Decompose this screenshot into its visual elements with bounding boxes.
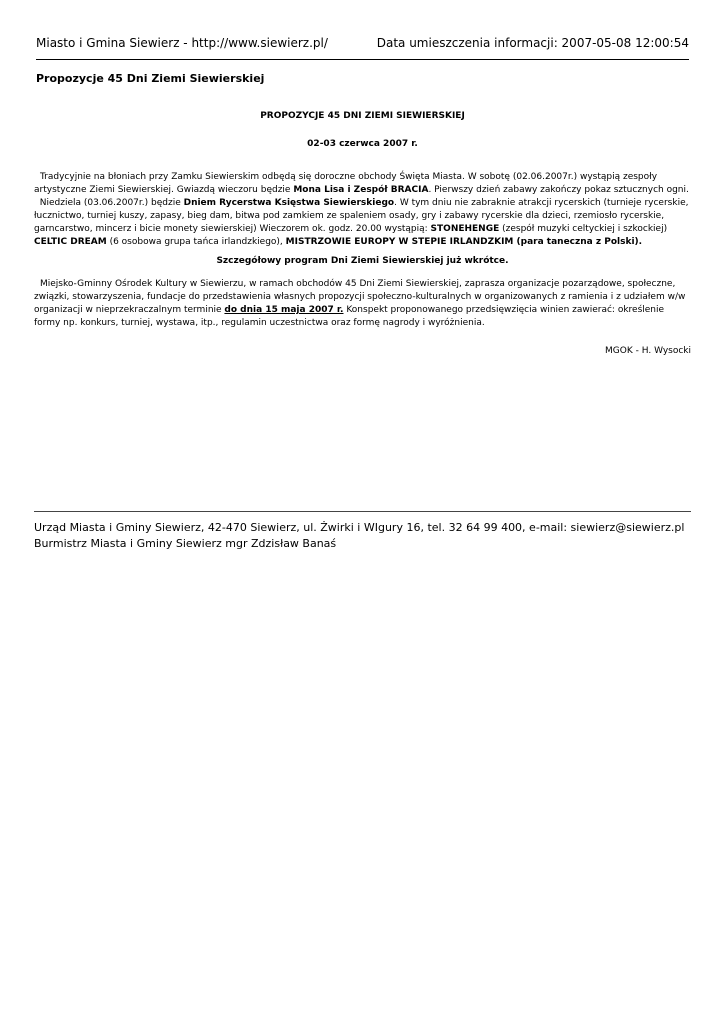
p1-bold-4: CELTIC DREAM — [34, 237, 107, 247]
p1-text-4: . W tym dniu nie zabraknie atrakcji rycerskich (turnieje rycerskie, łucznictwo, turniej kuszy, zapasy, bieg dam, bitwa pod zamkiem ze spaleniem osady, gry i zabawy rycerskie dla dzieci, rzemiosło rycerskie, garncarstwo, mincerz i bicie monety siewierskiej) Wieczorem ok. godz. 20.00 wystąpią: — [34, 198, 689, 234]
p1-text-5: (zespół muzyki celtyckiej i szkockiej) — [499, 224, 668, 234]
paragraph-2 — [34, 278, 691, 330]
author-signature: MGOK - H. Wysocki — [605, 346, 691, 356]
publish-date: Data umieszczenia informacji: 2007-05-08 12:00:54 — [376, 36, 689, 50]
p1-bold-2: Dniem Rycerstwa Księstwa Siewierskiego — [183, 198, 395, 208]
article-title: PROPOZYCJE 45 DNI ZIEMI SIEWIERSKIEJ — [260, 111, 465, 121]
article-date: 02-03 czerwca 2007 r. — [307, 139, 418, 149]
p1-bold-1: Mona Lisa i Zespół BRACIA — [293, 185, 429, 195]
p1-bold-3: STONEHENGE — [430, 224, 500, 234]
page-header — [36, 36, 689, 50]
footer-divider — [34, 511, 691, 512]
p2-text-2: Konspekt proponowanego przedsięwzięcia winien zawierać: określenie formy np. konkurs, turniej, wystawa, itp., regulamin uczestnictwa oraz formę nagrody i wyróżnienia. — [34, 305, 665, 328]
p2-text-1: Miejsko-Gminny Ośrodek Kultury w Siewierzu, w ramach obchodów 45 Dni Ziemi Siewierskiej, zaprasza organizacje pozarządowe, społeczne, związki, stowarzyszenia, fundacje do przedstawienia własnych propozycji społeczno-kulturalnych w organizowanych z ramienia i z udziałem w/w organizacji w nieprzekraczalnym terminie — [34, 279, 686, 315]
header-divider — [36, 59, 689, 60]
footer-address: Urząd Miasta i Gminy Siewierz, 42-470 Siewierz, ul. Żwirki i WIgury 16, tel. 32 64 99 400, e-mail: siewierz@siewierz.pl — [34, 521, 685, 534]
deadline-date: do dnia 15 maja 2007 r. — [224, 305, 344, 315]
page-title: Propozycje 45 Dni Ziemi Siewierskiej — [36, 72, 265, 85]
p1-bold-5: MISTRZOWIE EUROPY W STEPIE IRLANDZKIM (para taneczna z Polski). — [285, 237, 643, 247]
p1-text-2: . Pierwszy dzień zabawy zakończy pokaz sztucznych ogni. — [428, 185, 689, 195]
paragraph-1 — [34, 171, 691, 249]
footer-mayor: Burmistrz Miasta i Gminy Siewierz mgr Zdzisław Banaś — [34, 537, 337, 550]
p1-text-3: Niedziela (03.06.2007r.) będzie — [39, 198, 184, 208]
p1-text-1: Tradycyjnie na błoniach przy Zamku Siewierskim odbędą się doroczne obchody Święta Miasta. W sobotę (02.06.2007r.) wystąpią zespoły artystyczne Ziemi Siewierskiej. Gwiazdą wieczoru będzie — [34, 172, 658, 195]
program-subheading: Szczegółowy program Dni Ziemi Siewierskiej już wkrótce. — [216, 256, 509, 266]
p1-text-6: (6 osobowa grupa tańca irlandzkiego), — [106, 237, 286, 247]
page-footer — [34, 520, 684, 552]
article-body — [34, 110, 691, 358]
site-name: Miasto i Gmina Siewierz - http://www.siewierz.pl/ — [36, 36, 328, 50]
